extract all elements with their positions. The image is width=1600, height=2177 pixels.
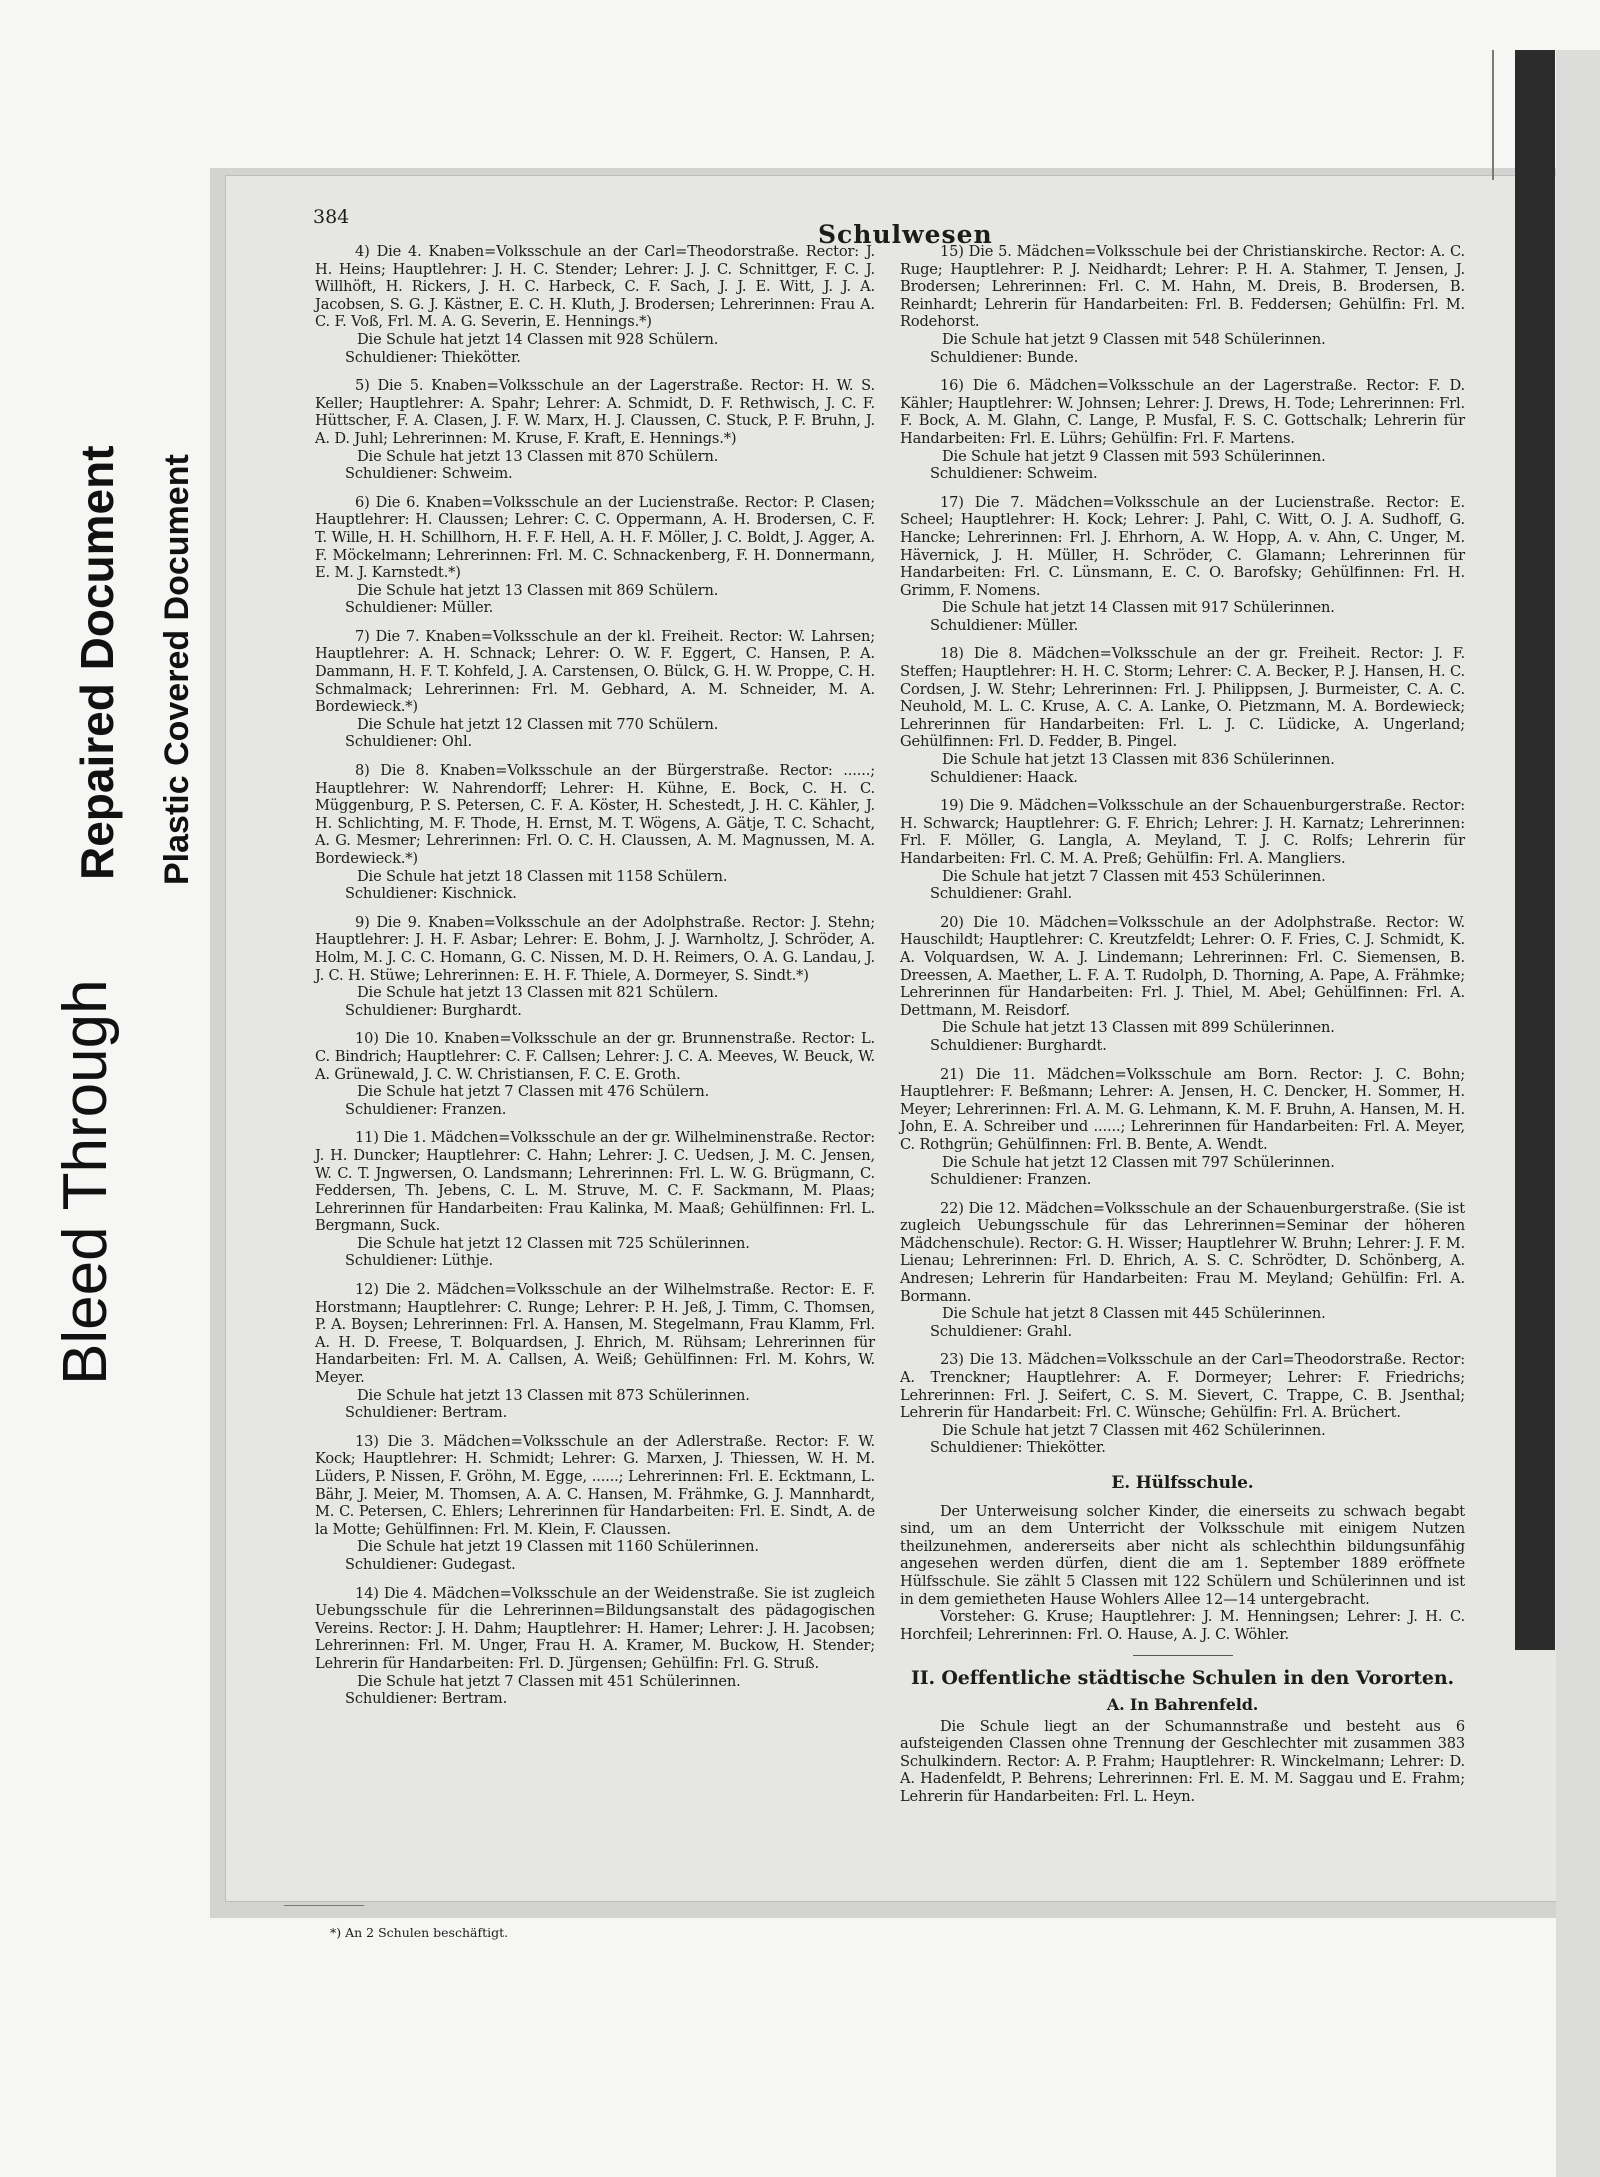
school-entry xyxy=(900,1066,1465,1189)
school-entry xyxy=(900,1351,1465,1457)
school-entry xyxy=(315,377,875,483)
school-staff: Bohn; Hauptlehrer: F. Beßmann; Lehrer: A. Jensen, H. C. Dencker, H. Sommer, H. Meyer; Lehrerinnen: Frl. A. M. G. Lehmann, K. M. F. Bruhn, A. Hansen, M. H. John, E. A. Schreiber und ......; Lehrerinnen für Handarbeiten: Frl. A. Meyer, C. Rothgrün; Gehülfinnen: Frl. B. Bente, A. Wendt. xyxy=(900,1065,1465,1153)
school-entry xyxy=(900,494,1465,635)
school-entry xyxy=(315,1585,875,1708)
school-servant: Schuldiener: Haack. xyxy=(930,768,1078,786)
school-staff: Rector: F. D. Kähler; Hauptlehrer: W. Johnsen; Lehrer: J. Drews, H. Tode; Lehrerinnen: Frl. F. Bock, A. M. Glahn, C. Lange, P. Musfal, F. S. C. Gottschalk; Lehrerin für Handarbeiten: Frl. E. Lührs; Gehülfin: Frl. F. Martens. xyxy=(900,377,1465,447)
school-servant: Schuldiener: Lüthje. xyxy=(345,1252,494,1270)
school-heading: 4) Die 4. Knaben=Volksschule an der Carl=Theodorstraße. xyxy=(355,243,799,260)
school-heading: 22) Die 12. Mädchen=Volksschule an der Schauenburgerstraße. xyxy=(940,1199,1410,1217)
school-staff: zugleich Uebungsschule für die Lehrerinnen=Bildungsanstalt des pädagogischen Vereins. Rector: J. H. Dahm; Hauptlehrer: H. Hamer; Lehrer: J. H. Jacobsen; Lehrerinnen: Frl. M. Unger, Frau H. A. Kramer, M. Buckow, H. Stender; Lehrerin für Handarbeiten: Frl. D. Jürgensen; Gehülfin: Frl. G. Struß. xyxy=(315,1584,875,1672)
class-count: Die Schule hat jetzt 13 Classen mit 899 Schülerinnen. xyxy=(942,1019,1335,1037)
school-heading: 20) Die 10. Mädchen=Volksschule an der Adolphstraße. Rector: xyxy=(940,913,1439,931)
school-heading: 15) Die 5. Mädchen=Volksschule bei der Christianskirche. Rector: xyxy=(940,243,1426,260)
school-heading: 10) Die 10. Knaben=Volksschule an der gr. Brunnenstraße. xyxy=(355,1030,796,1048)
footnote-rule xyxy=(284,1905,364,1906)
school-staff: A. C. Ruge; Hauptlehrer: P. J. Neidhardt; Lehrer: P. H. A. Stahmer, T. Jensen, J. Brodersen; Lehrerinnen: Frl. C. M. Hahn, M. Dreis, B. Brodersen, B. Reinhardt; Lehrerin für Handarbeiten: Frl. B. Feddersen; Gehülfin: Frl. M. Rodehorst. xyxy=(900,243,1465,331)
school-servant: Schuldiener: Schweim. xyxy=(345,465,513,483)
class-count: Die Schule hat jetzt 14 Classen mit 917 Schülerinnen. xyxy=(942,599,1335,617)
class-count: Die Schule hat jetzt 13 Classen mit 821 Schülern. xyxy=(357,984,719,1002)
school-heading: 16) Die 6. Mädchen=Volksschule an der Lagerstraße. xyxy=(940,377,1357,395)
school-servant: Schuldiener: Ohl. xyxy=(345,733,472,751)
school-entry xyxy=(315,1129,875,1270)
school-entry xyxy=(315,243,875,366)
class-count: Die Schule hat jetzt 13 Classen mit 836 Schülerinnen. xyxy=(942,751,1335,769)
section-e-staff: Vorsteher: G. Kruse; Hauptlehrer: J. M. Henningsen; Lehrer: J. H. C. Horchfeil; Lehrerinnen: Frl. O. Hause, A. J. C. Wöhler. xyxy=(900,1608,1465,1643)
school-staff: H. W. S. Keller; Hauptlehrer: A. Spahr; Lehrer: A. Schmidt, D. F. Rethwisch, J. C. F. Hüttscher, F. A. Clasen, J. F. W. Marx, H. J. Claussen, C. Stuck, P. F. Bruhn, J. A. D. Juhl; Lehrerinnen: M. Kruse, F. Kraft, E. Hennings.*) xyxy=(315,377,875,447)
section-ii-heading: II. Oeffentliche städtische Schulen in den Vororten. xyxy=(911,1667,1454,1690)
school-entry xyxy=(900,377,1465,483)
repaired-document-label: Repaired Document xyxy=(71,445,123,880)
plastic-covered-label: Plastic Covered Document xyxy=(158,454,196,885)
school-entry xyxy=(900,243,1465,366)
school-servant: Schuldiener: Kischnick. xyxy=(345,885,517,903)
school-entry xyxy=(315,494,875,617)
school-servant: Schuldiener: Grahl. xyxy=(930,885,1073,903)
class-count: Die Schule hat jetzt 18 Classen mit 1158 Schülern. xyxy=(357,867,728,885)
running-head: Schulwesen xyxy=(818,220,993,249)
school-servant: Schuldiener: Müller. xyxy=(345,599,494,617)
school-heading: 17) Die 7. Mädchen=Volksschule an der Lucienstraße. Rector: xyxy=(940,493,1440,511)
school-staff: E. F. Horstmann; Hauptlehrer: C. Runge; Lehrer: P. H. Jeß, J. Timm, C. Thomsen, P. A. Boysen; Lehrerinnen: Frl. A. Hansen, M. Stegelmann, Frau Klamm, Frl. A. H. D. Freese, T. Bolquardsen, J. Ehrich, M. Rühsam; Lehrerinnen für Handarbeiten: Frl. M. A. Callsen, A. Weiß; Gehülfinnen: Frl. M. Kohrs, W. Meyer. xyxy=(315,1281,876,1387)
footnote: *) An 2 Schulen beschäftigt. xyxy=(330,1925,509,1940)
school-heading: 8) Die 8. Knaben=Volksschule an der Bürgerstraße. Rector: xyxy=(355,762,833,780)
school-staff: E. Scheel; Hauptlehrer: H. Kock; Lehrer: J. Pahl, C. Witt, O. J. A. Sudhoff, G. Hancke; Lehrerinnen: Frl. J. Ehrhorn, A. W. Hopp, A. v. Ahn, C. Unger, M. Hävernick, J. H. Müller, H. Schröder, C. Glamann; Lehrerinnen für Handarbeiten: Frl. C. Lünsmann, E. C. O. Barofsky; Gehülfinnen: Frl. H. Grimm, F. Nomens. xyxy=(900,493,1465,599)
class-count: Die Schule hat jetzt 19 Classen mit 1160 Schülerinnen. xyxy=(357,1538,759,1556)
section-e-text: Der Unterweisung solcher Kinder, die einerseits zu schwach begabt sind, um an dem Unterricht der Volksschule mit einigem Nutzen theilzunehmen, andererseits aber nicht als schlechthin bildungsunfähig angesehen werden dürfen, dient die am 1. September 1889 eröffnete Hülfsschule. Sie zählt 5 Classen mit 122 Schülern und Schülerinnen und ist in dem gemietheten Hause Wohlers Allee 12—14 untergebracht. xyxy=(900,1502,1465,1608)
school-servant: Schuldiener: Bertram. xyxy=(345,1690,508,1708)
school-heading: 13) Die 3. Mädchen=Volksschule an der Adlerstraße. Rector: xyxy=(355,1432,829,1450)
class-count: Die Schule hat jetzt 7 Classen mit 462 Schülerinnen. xyxy=(942,1421,1326,1439)
school-entry xyxy=(315,1433,875,1574)
school-heading: 9) Die 9. Knaben=Volksschule an der Adolphstraße. Rector: xyxy=(355,913,806,931)
school-heading: 19) Die 9. Mädchen=Volksschule an der Schauenburgerstraße. xyxy=(940,797,1407,815)
bleed-through-label: Bleed Through xyxy=(51,979,120,1385)
binding-rule xyxy=(1492,50,1494,180)
school-servant: Schuldiener: Thiekötter. xyxy=(930,1439,1106,1457)
school-staff: W. Lahrsen; Hauptlehrer: A. H. Schnack; Lehrer: O. W. F. Eggert, C. Hansen, P. A. Dammann, H. F. T. Kohfeld, J. A. Carstensen, O. Bülck, G. H. W. Proppe, C. H. Schmalmack; Lehrerinnen: Frl. M. Gebhard, A. M. Schneider, M. A. Bordewieck.*) xyxy=(315,627,875,716)
left-column xyxy=(315,243,875,1719)
school-servant: Schuldiener: Franzen. xyxy=(930,1171,1092,1189)
school-heading: 21) Die 11. Mädchen=Volksschule am Born. Rector: J. C. xyxy=(940,1065,1411,1083)
class-count: Die Schule hat jetzt 8 Classen mit 445 Schülerinnen. xyxy=(942,1305,1326,1323)
school-staff: F. W. Kock; Hauptlehrer: H. Schmidt; Lehrer: G. Marxen, J. Thiessen, W. H. M. Lüders, P. Nissen, F. Gröhn, M. Egge, ......; Lehrerinnen: Frl. E. Ecktmann, L. Bähr, J. Meier, M. Thomsen, A. A. C. Hansen, M. Frähmke, G. J. Mannhardt, M. C. Petersen, C. Ehlers; Lehrerinnen für Handarbeiten: Frl. E. Sindt, A. de la Motte; Gehülfinnen: Frl. M. Klein, F. Claussen. xyxy=(315,1432,875,1538)
school-entry xyxy=(900,645,1465,786)
right-entries xyxy=(900,243,1465,1457)
school-servant: Schuldiener: Bunde. xyxy=(930,348,1079,366)
school-staff: Rector: A. Trenckner; Hauptlehrer: A. F. Dormeyer; Lehrer: F. Friedrichs; Lehrerinnen: Frl. J. Seifert, C. S. M. Sievert, C. Trappe, C. B. Jsenthal; Lehrerin für Handarbeit: Frl. C. Wünsche; Gehülfin: Frl. A. Brüchert. xyxy=(900,1351,1465,1422)
binding-shadow xyxy=(1515,50,1555,1650)
school-staff: Rector: L. C. Bindrich; Hauptlehrer: C. F. Callsen; Lehrer: J. C. A. Meeves, W. Beuck, W. A. Grünewald, J. C. W. Christiansen, F. C. E. Groth. xyxy=(315,1030,876,1083)
adjacent-page-edge xyxy=(1556,50,1600,2177)
page-number: 384 xyxy=(313,206,350,228)
class-count: Die Schule hat jetzt 13 Classen mit 873 Schülerinnen. xyxy=(357,1386,750,1404)
school-heading: 18) Die 8. Mädchen=Volksschule an der gr. Freiheit. Rector: xyxy=(940,645,1424,663)
school-entry xyxy=(900,914,1465,1055)
school-servant: Schuldiener: Grahl. xyxy=(930,1322,1073,1340)
class-count: Die Schule hat jetzt 12 Classen mit 797 Schülerinnen. xyxy=(942,1153,1335,1171)
school-heading: 7) Die 7. Knaben=Volksschule an der kl. Freiheit. Rector: xyxy=(355,627,783,645)
school-staff: Rector: H. Schwarck; Hauptlehrer: G. F. Ehrich; Lehrer: J. H. Karnatz; Lehrerinnen: Frl. F. Möller, G. Langla, A. Meyland, T. J. C. Rolfs; Lehrerin für Handarbeiten: Frl. C. M. A. Preß; Gehülfin: Frl. A. Mangliers. xyxy=(900,797,1465,867)
school-staff: Rector: J. H. Heins; Hauptlehrer: J. H. C. Stender; Lehrer: J. J. C. Schnittger, F. C. J. Willhöft, H. Rickers, J. H. C. Harbeck, C. F. Sach, J. J. E. Witt, J. J. A. Jacobsen, S. G. J. Kästner, E. C. H. Kluth, J. Brodersen; Lehrerinnen: Frau A. C. F. Voß, Frl. M. A. G. Severin, E. Hennings.*) xyxy=(315,243,875,331)
class-count: Die Schule hat jetzt 14 Classen mit 928 Schülern. xyxy=(357,330,719,348)
school-servant: Schuldiener: Müller. xyxy=(930,616,1079,634)
right-column xyxy=(900,243,1465,1806)
school-heading: 6) Die 6. Knaben=Volksschule an der Lucienstraße. Rector: xyxy=(355,493,798,511)
school-servant: Schuldiener: Franzen. xyxy=(345,1100,507,1118)
school-staff: W. Hauschildt; Hauptlehrer: C. Kreutzfeldt; Lehrer: O. F. Fries, C. J. Schmidt, K. A. Volquardsen, W. A. J. Lindemann; Lehrerinnen: Frl. C. Siemensen, B. Dreessen, A. Maether, L. F. A. T. Rudolph, D. Thorning, A. Pape, A. Frähmke; Lehrerinnen für Handarbeiten: Frl. J. Thiel, M. Abel; Gehülfinnen: Frl. A. Dettmann, M. Reisdorf. xyxy=(900,913,1465,1019)
school-heading: 23) Die 13. Mädchen=Volksschule an der Carl=Theodorstraße. xyxy=(940,1351,1407,1369)
school-staff: J. Stehn; Hauptlehrer: J. H. F. Asbar; Lehrer: E. Bohm, J. J. Warnholtz, J. Schröder, A. Holm, M. J. C. C. Homann, G. C. Nissen, M. D. H. Reimers, O. A. G. Landau, J. J. C. H. Stüwe; Lehrerinnen: E. H. F. Thiele, A. Dormeyer, S. Sindt.*) xyxy=(315,913,875,984)
school-staff: J. F. Steffen; Hauptlehrer: H. H. C. Storm; Lehrer: C. A. Becker, P. J. Hansen, H. C. Cordsen, J. W. Stehr; Lehrerinnen: Frl. J. Philippsen, J. Burmeister, C. A. C. Neuhold, M. L. C. Kruse, A. C. A. Lanke, O. Pietzmann, M. A. Bordewieck; Lehrerinnen für Handarbeiten: Frl. L. J. C. Lüdicke, A. Ungerland; Gehülfinnen: Frl. D. Fedder, B. Pingel. xyxy=(900,645,1465,751)
school-servant: Schuldiener: Burghardt. xyxy=(930,1036,1107,1054)
class-count: Die Schule hat jetzt 9 Classen mit 548 Schülerinnen. xyxy=(942,330,1326,348)
school-heading: 14) Die 4. Mädchen=Volksschule an der Weidenstraße. Sie ist xyxy=(355,1584,810,1602)
section-e-heading: E. Hülfsschule. xyxy=(1111,1473,1254,1493)
class-count: Die Schule hat jetzt 7 Classen mit 453 Schülerinnen. xyxy=(942,867,1326,885)
class-count: Die Schule hat jetzt 13 Classen mit 869 Schülern. xyxy=(357,581,719,599)
section-divider xyxy=(1133,1655,1233,1656)
school-staff: (Sie ist zugleich Uebungsschule für das Lehrerinnen=Seminar der höheren Mädchenschule). Rector: G. H. Wisser; Hauptlehrer W. Bruhn; Lehrer: J. F. M. Lienau; Lehrerinnen: Frl. D. Ehrich, A. S. C. Schrödter, D. Schönberg, A. Andresen; Lehrerin für Handarbeiten: Frau M. Meyland; Gehülfin: Frl. A. Bormann. xyxy=(900,1199,1465,1305)
school-staff: ......; Hauptlehrer: W. Nahrendorff; Lehrer: H. Kühne, E. Bock, C. H. C. Müggenburg, P. S. Petersen, C. F. A. Köster, H. Schestedt, J. H. C. Kähler, J. H. Schlichting, M. F. Thode, H. Ernst, M. T. Wögens, A. Gätje, T. C. Schacht, A. G. Mesmer; Lehrerinnen: Frl. O. C. H. Claussen, A. M. Magnussen, M. A. Bordewieck.*) xyxy=(315,762,875,867)
class-count: Die Schule hat jetzt 7 Classen mit 451 Schülerinnen. xyxy=(357,1672,741,1690)
school-heading: 5) Die 5. Knaben=Volksschule an der Lagerstraße. Rector: xyxy=(355,377,805,395)
school-heading: 11) Die 1. Mädchen=Volksschule an der gr. Wilhelminenstraße. xyxy=(355,1129,818,1147)
school-servant: Schuldiener: Schweim. xyxy=(930,465,1098,483)
school-entry xyxy=(315,762,875,903)
school-staff: P. Clasen; Hauptlehrer: H. Claussen; Lehrer: C. C. Oppermann, A. H. Brodersen, C. F. T. Wille, H. H. Schillhorn, H. F. F. Hell, A. H. F. Möller, J. C. Boldt, J. Agger, A. F. Möckelmann; Lehrerinnen: Frl. M. C. Schnackenberg, F. H. Donnermann, E. M. J. Karnstedt.*) xyxy=(315,493,875,582)
school-entry xyxy=(900,1200,1465,1341)
school-heading: 12) Die 2. Mädchen=Volksschule an der Wilhelmstraße. Rector: xyxy=(355,1281,835,1299)
school-entry xyxy=(315,628,875,751)
school-servant: Schuldiener: Burghardt. xyxy=(345,1001,522,1019)
school-entry xyxy=(900,797,1465,903)
school-servant: Schuldiener: Gudegast. xyxy=(345,1555,516,1573)
class-count: Die Schule hat jetzt 12 Classen mit 770 Schülern. xyxy=(357,715,719,733)
class-count: Die Schule hat jetzt 12 Classen mit 725 Schülerinnen. xyxy=(357,1234,750,1252)
school-entry xyxy=(315,914,875,1020)
section-ii-subheading: A. In Bahrenfeld. xyxy=(1106,1694,1259,1714)
school-entry xyxy=(315,1281,875,1422)
school-entry xyxy=(315,1030,875,1118)
school-servant: Schuldiener: Bertram. xyxy=(345,1404,508,1422)
school-servant: Schuldiener: Thiekötter. xyxy=(345,348,521,366)
class-count: Die Schule hat jetzt 9 Classen mit 593 Schülerinnen. xyxy=(942,447,1326,465)
section-ii-text: Die Schule liegt an der Schumannstraße und besteht aus 6 aufsteigenden Classen ohne Trennung der Geschlechter mit zusammen 383 Schulkindern. Rector: A. P. Frahm; Hauptlehrer: R. Winckelmann; Lehrer: D. A. Hadenfeldt, P. Behrens; Lehrerinnen: Frl. E. M. M. Saggau und E. Frahm; Lehrerin für Handarbeiten: Frl. L. Heyn. xyxy=(900,1717,1465,1805)
school-staff: Rector: J. H. Duncker; Hauptlehrer: C. Hahn; Lehrer: J. C. Uedsen, J. M. C. Jensen, W. C. T. Jngwersen, O. Landsmann; Lehrerinnen: Frl. L. W. G. Brügmann, C. Feddersen, Th. Jebens, C. L. M. Struve, M. C. F. Sackmann, M. Plaas; Lehrerinnen für Handarbeiten: Frau Kalinka, M. Maaß; Gehülfinnen: Frl. L. Bergmann, Suck. xyxy=(315,1129,875,1235)
class-count: Die Schule hat jetzt 7 Classen mit 476 Schülern. xyxy=(357,1083,710,1101)
class-count: Die Schule hat jetzt 13 Classen mit 870 Schülern. xyxy=(357,447,719,465)
